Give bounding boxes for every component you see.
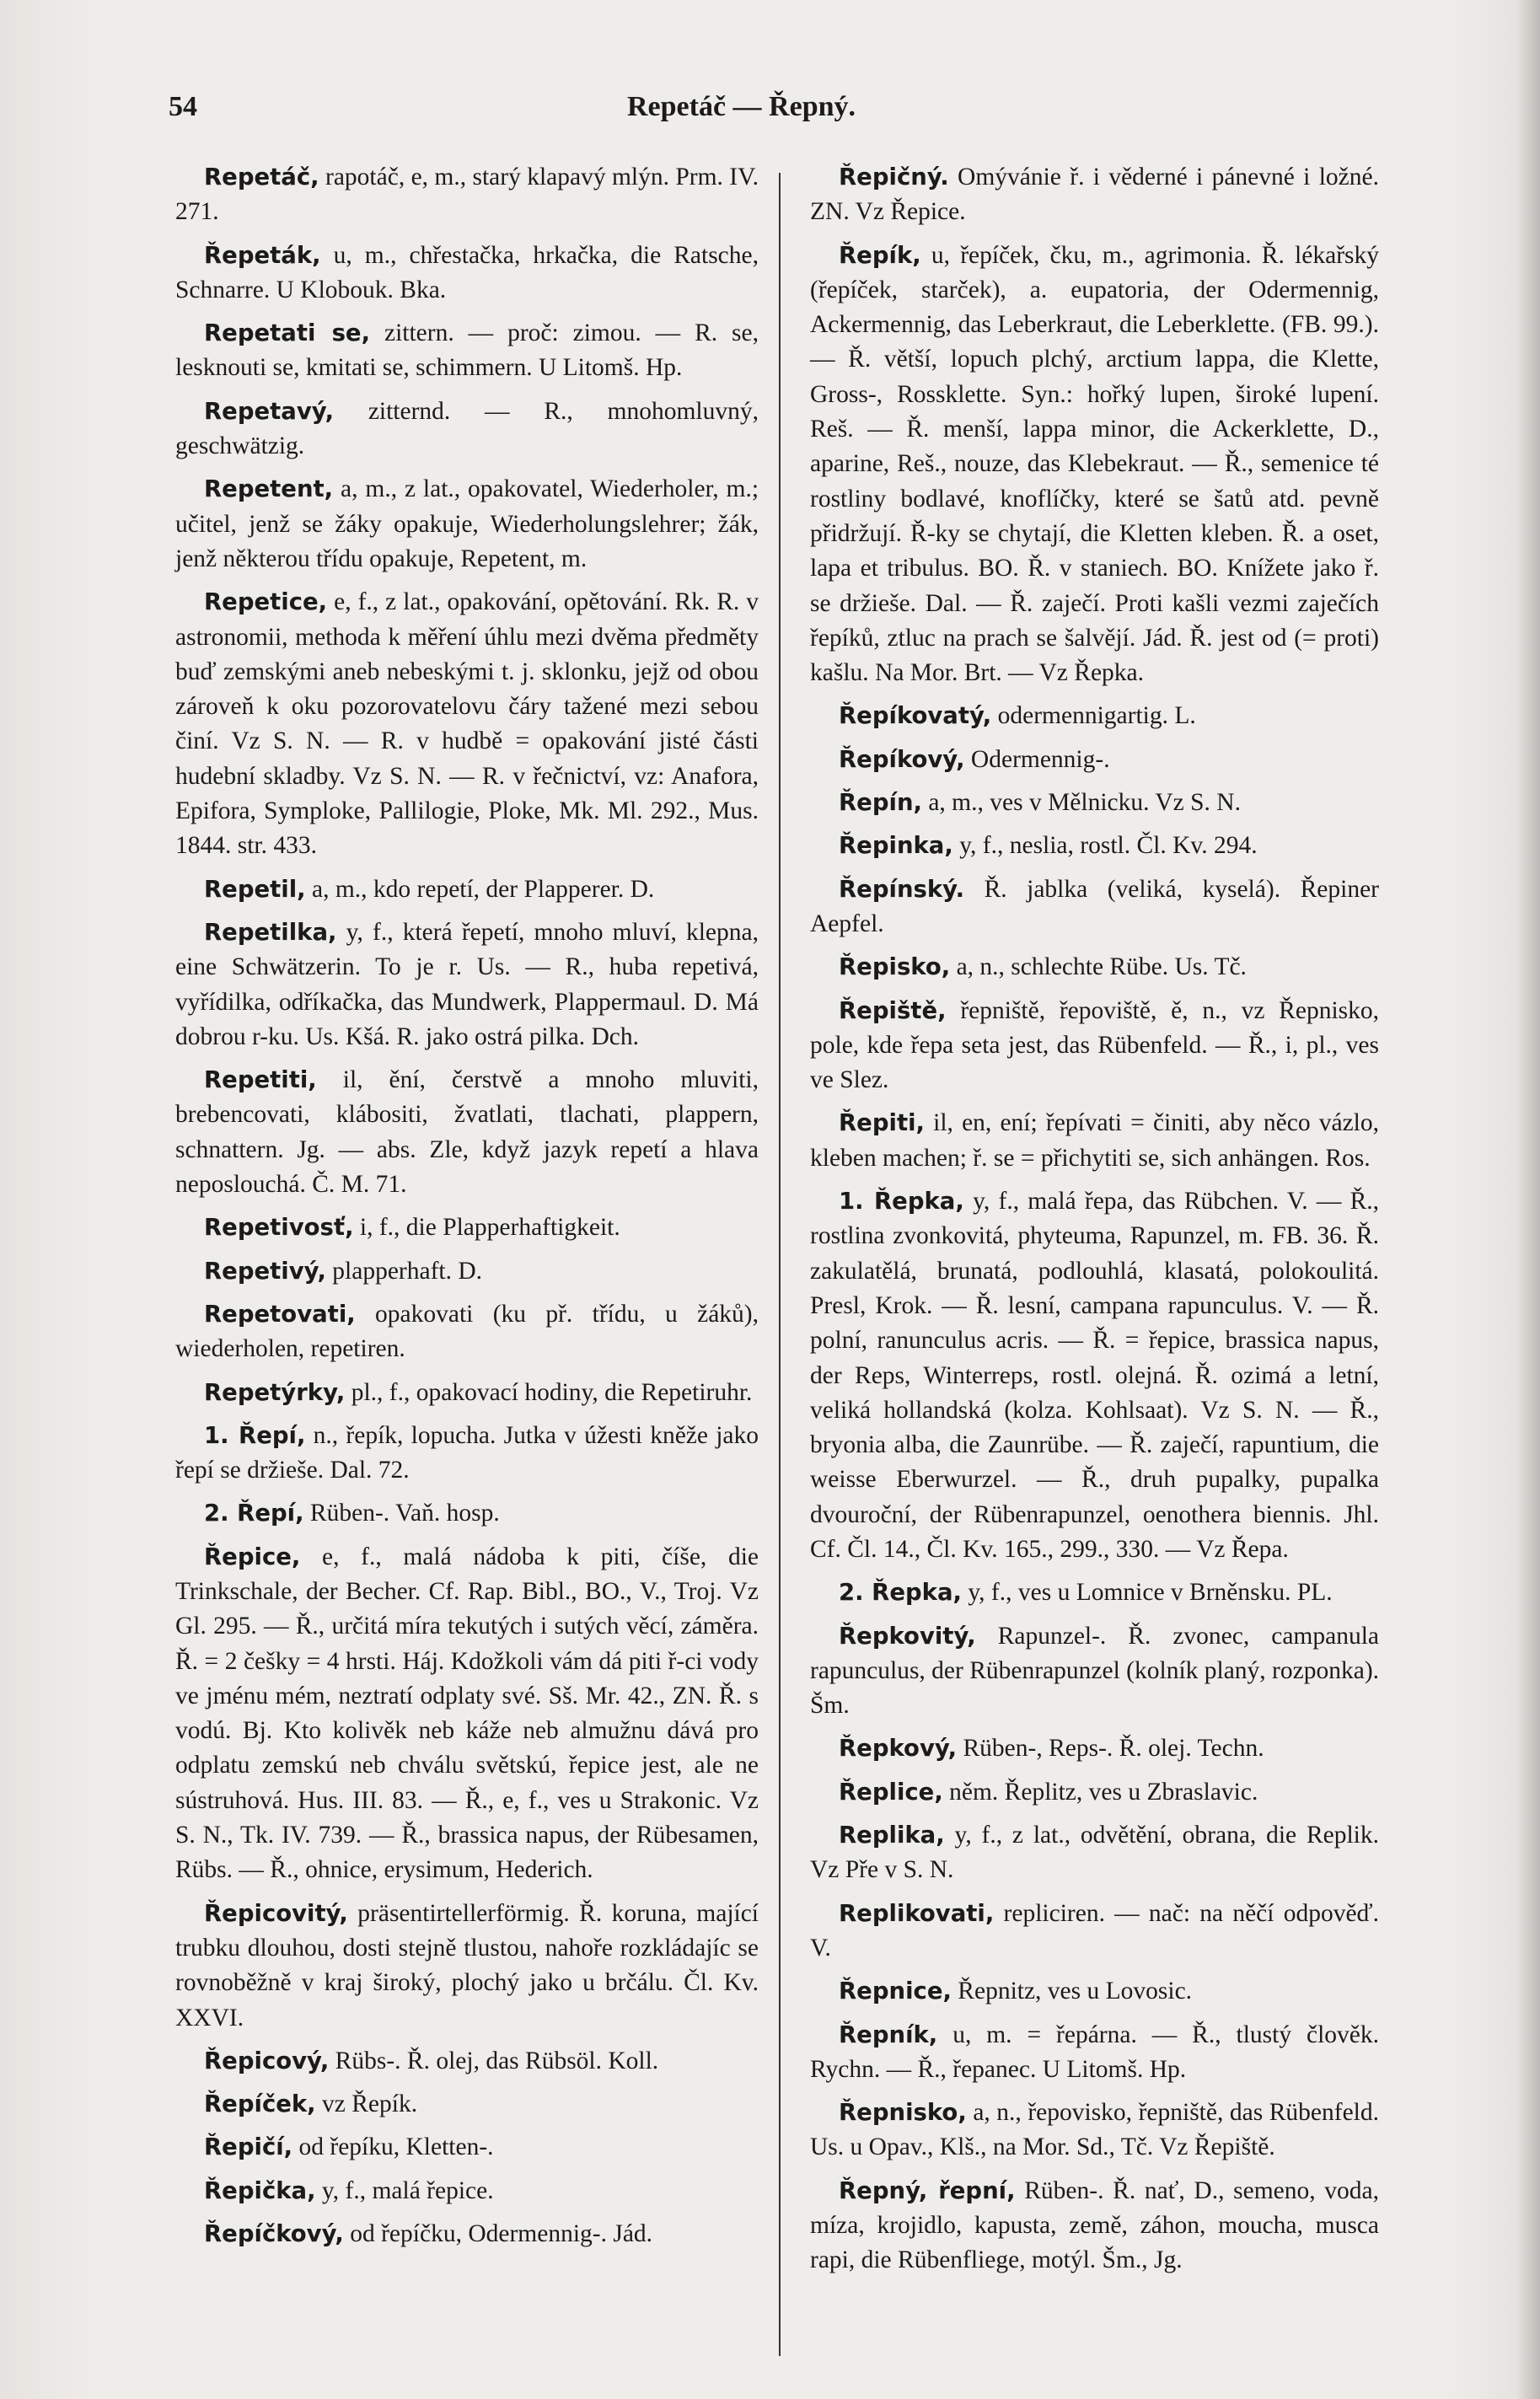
entry-definition: il, ění, čerstvě a mnoho mluviti, brebencovati, klábositi, žvatlati, tlachati, plappern, schnattern. Jg. — abs. Zle, když jazyk repetí a hlava neposlouchá. Č. M. 71. — [175, 1066, 759, 1199]
entry-headword: 2. Řepka, — [839, 1579, 962, 1607]
entry-definition: odermennigartig. L. — [997, 702, 1196, 730]
entry-definition: Rüben-, Reps-. Ř. olej. Techn. — [963, 1735, 1264, 1763]
entry-definition: a, m., z lat., opakovatel, Wiederholer, m.; učitel, jenž se žáky opakuje, Wiederholungslehrer; žák, jenž některou třídu opakuje, Repetent, m. — [175, 475, 759, 572]
dictionary-entry — [175, 2087, 759, 2122]
entry-headword: Repetýrky, — [204, 1378, 346, 1406]
dictionary-entry — [175, 1419, 759, 1489]
dictionary-entry — [175, 1376, 759, 1410]
entry-definition: u, m., chřestačka, hrkačka, die Ratsche, Schnarre. U Klobouk. Bka. — [175, 241, 759, 303]
entry-definition: u, řepíček, čku, m., agrimonia. Ř. lékařský (řepíček, starček), a. eupatoria, der Odermennig, Ackermennig, das Leberkraut, die Leberklette. (FB. 99.). — Ř. větší, lopuch plchý, arctium lappa, die Klette, Gross-, Rossklette. Syn.: hořký lupen, široké lupení. Reš. — Ř. menší, lappa minor, die Ackerklette, D., aparine, Reš., nouze, das Klebekraut. — Ř., semenice té rostliny bodlavé, knoflíčky, které se šatů atd. pevně přidržují. Ř-ky se chytají, die Kletten kleben. Ř. a oset, lapa et tribulus. BO. Ř. v staniech. BO. Knížete jako ř. se držieše. Dal. — Ř. zaječí. Proti kašli vezmi zaječích řepíků, ztluc na prach se šalvějí. Jád. Ř. jest od (= proti) kašlu. Na Mor. Brt. — Vz Řepka. — [810, 241, 1379, 687]
dictionary-entry — [810, 1106, 1379, 1176]
right-column — [810, 160, 1379, 2287]
entry-headword: Řepný, řepní, — [839, 2176, 1016, 2204]
entry-headword: Repetilka, — [204, 918, 337, 946]
entry-headword: Repetice, — [204, 588, 328, 616]
entry-definition: Řepnitz, ves u Lovosic. — [958, 1978, 1193, 2005]
entry-definition: y, f., ves u Lomnice v Brněnsku. PL. — [968, 1579, 1333, 1607]
entry-headword: Řepíček, — [204, 2090, 316, 2118]
entry-headword: Řeplice, — [839, 1778, 943, 1806]
entry-definition: Ř. jablka (veliká, kyselá). Řepiner Aepfel. — [810, 875, 1380, 937]
entry-definition: il, en, ení; řepívati = činiti, aby něco vázlo, kleben machen; ř. se = přichytiti se, sich anhängen. Ros. — [810, 1109, 1379, 1172]
entry-definition: n., řepík, lopucha. Jutka v úžesti kněže jako řepí se držieše. Dal. 72. — [175, 1421, 759, 1484]
entry-headword: Řepkovitý, — [839, 1622, 976, 1650]
entry-headword: Řepičný. — [839, 164, 949, 191]
dictionary-entry — [810, 2018, 1379, 2088]
dictionary-entry — [175, 472, 759, 577]
dictionary-entry — [810, 160, 1379, 230]
entry-headword: Řepík, — [839, 241, 921, 269]
dictionary-entry — [175, 1210, 759, 1245]
entry-headword: Repetiti, — [204, 1066, 317, 1094]
column-divider — [779, 173, 781, 2356]
dictionary-entry — [175, 2044, 759, 2079]
entry-headword: Řepínský. — [839, 875, 965, 903]
entry-definition: pl., f., opakovací hodiny, die Repetiruhr. — [351, 1378, 753, 1406]
entry-definition: něm. Řeplitz, ves u Zbraslavic. — [949, 1778, 1258, 1806]
dictionary-entry — [175, 1297, 759, 1367]
entry-headword: Řepíkový, — [839, 745, 965, 773]
dictionary-entry — [175, 316, 759, 386]
dictionary-entry — [175, 1063, 759, 1202]
entry-headword: Řepiště, — [839, 996, 947, 1024]
entry-headword: Řepicový, — [204, 2047, 330, 2074]
entry-definition: vz Řepík. — [322, 2090, 418, 2118]
entry-definition: a, n., schlechte Rübe. Us. Tč. — [956, 953, 1247, 981]
entry-headword: Repetavý, — [204, 397, 335, 425]
dictionary-entry — [175, 1254, 759, 1289]
entry-definition: zittern. — proč: zimou. — R. se, lesknouti se, kmitati se, schimmern. U Litomš. Hp. — [175, 319, 759, 382]
entry-definition: präsentirtellerförmig. Ř. koruna, mající trubku dlouhou, dosti stejně tlustou, nahoře rozkládajíc se rovnoběžně v kraj široký, plochý jako u brčálu. Čl. Kv. XXVI. — [175, 1899, 759, 2031]
entry-definition: řepniště, řepoviště, ě, n., vz Řepnisko, pole, kde řepa seta jest, das Rübenfeld. — Ř., i, pl., ves ve Slez. — [810, 996, 1380, 1094]
entry-definition: i, f., die Plapperhaftigkeit. — [359, 1214, 620, 1242]
entry-headword: Řepeták, — [204, 241, 321, 269]
entry-definition: y, f., která řepetí, mnoho mluví, klepna, eine Schwätzerin. To je r. Us. — R., huba repetivá, vyřídilka, odříkačka, das Mundwerk, Plappermaul. D. Má dobrou r-ku. Us. Kšá. R. jako ostrá pilka. Dch. — [175, 918, 759, 1050]
dictionary-entry — [175, 239, 759, 309]
dictionary-entry — [810, 1575, 1379, 1610]
entry-definition: od řepíčku, Odermennig-. Jád. — [350, 2220, 653, 2248]
dictionary-entry — [175, 585, 759, 863]
entry-headword: Replikovati, — [839, 1899, 995, 1927]
dictionary-entry — [175, 2130, 759, 2165]
entry-headword: Řepíkovatý, — [839, 702, 992, 730]
dictionary-entry — [810, 950, 1379, 985]
dictionary-entry — [810, 1974, 1379, 2009]
entry-headword: Repetovati, — [204, 1300, 356, 1328]
dictionary-entry — [810, 1897, 1379, 1967]
entry-headword: Repetivý, — [204, 1257, 326, 1285]
dictionary-entry — [810, 743, 1379, 777]
entry-definition: y, f., z lat., odvětění, obrana, die Replik. Vz Pře v S. N. — [810, 1822, 1380, 1884]
dictionary-entry — [175, 1496, 759, 1531]
entry-definition: repliciren. — nač: na něčí odpověď. V. — [810, 1899, 1379, 1962]
page-header — [169, 91, 1517, 133]
entry-definition: opakovati (ku př. třídu, u žáků), wiederholen, repetiren. — [175, 1300, 759, 1363]
entry-definition: Odermennig-. — [970, 745, 1110, 773]
entry-definition: y, f., malá řepice. — [321, 2176, 494, 2204]
entry-headword: Řepičí, — [204, 2133, 293, 2161]
entry-definition: plapperhaft. D. — [332, 1257, 483, 1285]
entry-definition: u, m. = řepárna. — Ř., tlustý člověk. Rychn. — Ř., řepanec. U Litomš. Hp. — [810, 2021, 1380, 2083]
dictionary-entry — [810, 786, 1379, 820]
entry-headword: Replika, — [839, 1822, 945, 1849]
entry-headword: Řepisko, — [839, 953, 951, 981]
entry-definition: a, m., kdo repetí, der Plapperer. D. — [311, 875, 655, 903]
dictionary-entry — [175, 394, 759, 464]
entry-definition: Rapunzel-. Ř. zvonec, campanula rapunculus, der Rübenrapunzel (kolník planý, rozponka). Šm. — [810, 1622, 1380, 1720]
entry-headword: Řepnice, — [839, 1978, 952, 2005]
entry-definition: rapotáč, e, m., starý klapavý mlýn. Prm. IV. 271. — [175, 164, 759, 226]
entry-headword: Řepicovitý, — [204, 1899, 348, 1927]
dictionary-entry — [810, 1775, 1379, 1810]
entry-definition: Rübs-. Ř. olej, das Rübsöl. Koll. — [335, 2047, 659, 2074]
running-head: Repetáč — Řepný. — [627, 91, 856, 122]
entry-headword: Řepiti, — [839, 1109, 925, 1137]
entry-definition: a, m., ves v Mělnicku. Vz S. N. — [928, 789, 1241, 817]
dictionary-entry — [175, 872, 759, 907]
entry-definition: a, n., řepovisko, řepniště, das Rübenfeld. Us. u Opav., Klš., na Mor. Sd., Tč. Vz Řepiště. — [810, 2099, 1379, 2161]
entry-definition: y, f., malá řepa, das Rübchen. V. — Ř., rostlina zvonkovitá, phyteuma, Rapunzel, m. FB. 36. Ř. zakulatělá, brunatá, podlouhlá, klasatá, polokoulitá. Presl, Krok. — Ř. lesní, campana rapunculus. V. — Ř. polní, ranunculus acris. — Ř. = řepice, brassica napus, der Reps, Winterreps, rostl. olejná. Ř. ozimá a letní, veliká hollandská (kolza. Kohlsaat). Vz S. N. — Ř., bryonia alba, die Zaunrübe. — Ř. zaječí, rapuntium, die weisse Eberwurzel. — Ř., druh pupalky, pupalka dvouroční, der Rübenrapunzel, oenothera biennis. Jhl. Cf. Čl. 14., Čl. Kv. 165., 299., 330. — Vz Řepa. — [810, 1188, 1379, 1563]
entry-definition: e, f., malá nádoba k piti, číše, die Trinkschale, der Becher. Cf. Rap. Bibl., BO., V., Troj. Vz Gl. 295. — Ř., určitá míra tekutých i sutých věcí, záměra. Ř. = 2 češky = 4 hrsti. Háj. Kdožkoli vám dá piti ř-ci vody ve jménu mém, neztratí odplaty své. Sš. Mr. 42., ZN. Ř. s vodú. Bj. Kto kolivěk neb káže neb almužnu dává pro odplatu zemskú neb chválu světskú, řepice jest, ale ne sústruhová. Hus. III. 83. — Ř., e, f., ves u Strakonic. Vz S. N., Tk. IV. 739. — Ř., brassica napus, der Rübesamen, Rübs. — Ř., ohnice, erysimum, Hederich. — [175, 1543, 759, 1884]
entry-headword: Repetáč, — [204, 164, 319, 191]
entry-headword: Řepíčkový, — [204, 2220, 344, 2248]
entry-headword: Repetivosť, — [204, 1214, 354, 1242]
entry-headword: Řepkový, — [839, 1735, 958, 1763]
entry-headword: Řepinka, — [839, 832, 953, 860]
page-number: 54 — [169, 91, 197, 122]
dictionary-entry — [175, 160, 759, 230]
entry-definition: Rüben-. Vaň. hosp. — [309, 1500, 500, 1527]
entry-definition: zitternd. — R., mnohomluvný, geschwätzig. — [175, 397, 759, 460]
entry-definition: Omývánie ř. i věderné i pánevné i ložné. ZN. Vz Řepice. — [810, 164, 1379, 226]
dictionary-entry — [810, 994, 1379, 1098]
dictionary-entry — [810, 239, 1379, 691]
entry-headword: Řepice, — [204, 1543, 301, 1570]
dictionary-entry — [810, 699, 1379, 733]
page-edge-shadow — [1516, 0, 1540, 2399]
entry-definition: od řepíku, Kletten-. — [298, 2133, 494, 2161]
entry-definition: e, f., z lat., opakování, opětování. Rk. R. v astronomii, methoda k měření úhlu mezi dvěma předměty buď zemskými aneb nebeskými t. j. sklonku, jejž od obou zároveň k oku pozorovatelovu čáry tažené mezi sebou činí. Vz S. N. — R. v hudbě = opakování jisté části hudební skladby. Vz S. N. — R. v řečnictví, vz: Anafora, Epifora, Symploke, Pallilogie, Ploke, Mk. Ml. 292., Mus. 1844. str. 433. — [175, 588, 759, 860]
entry-headword: Řepín, — [839, 789, 922, 817]
dictionary-entry — [175, 1897, 759, 2036]
dictionary-entry — [810, 1731, 1379, 1766]
dictionary-entry — [810, 1619, 1379, 1724]
dictionary-entry — [810, 2174, 1379, 2278]
entry-headword: Repetil, — [204, 875, 306, 903]
dictionary-entry — [175, 2217, 759, 2251]
dictionary-entry — [810, 1184, 1379, 1567]
entry-headword: Repetati se, — [204, 319, 371, 347]
dictionary-entry — [175, 2174, 759, 2208]
entry-headword: Řepička, — [204, 2176, 316, 2204]
dictionary-entry — [175, 915, 759, 1055]
dictionary-entry — [175, 1540, 759, 1888]
entry-headword: 2. Řepí, — [204, 1500, 304, 1527]
dictionary-entry — [810, 872, 1379, 942]
entry-headword: 1. Řepí, — [204, 1421, 306, 1449]
dictionary-entry — [810, 2096, 1379, 2166]
left-column — [175, 160, 759, 2260]
dictionary-entry — [810, 1818, 1379, 1888]
entry-headword: Řepník, — [839, 2021, 938, 2048]
entry-headword: 1. Řepka, — [839, 1188, 964, 1216]
dictionary-entry — [810, 829, 1379, 863]
entry-headword: Repetent, — [204, 475, 334, 503]
entry-definition: y, f., neslia, rostl. Čl. Kv. 294. — [959, 832, 1258, 860]
entry-headword: Řepnisko, — [839, 2099, 967, 2127]
entry-definition: Rüben-. Ř. nať, D., semeno, voda, míza, krojidlo, kapusta, země, záhon, moucha, musca rapi, die Rübenfliege, motýl. Šm., Jg. — [810, 2176, 1380, 2274]
